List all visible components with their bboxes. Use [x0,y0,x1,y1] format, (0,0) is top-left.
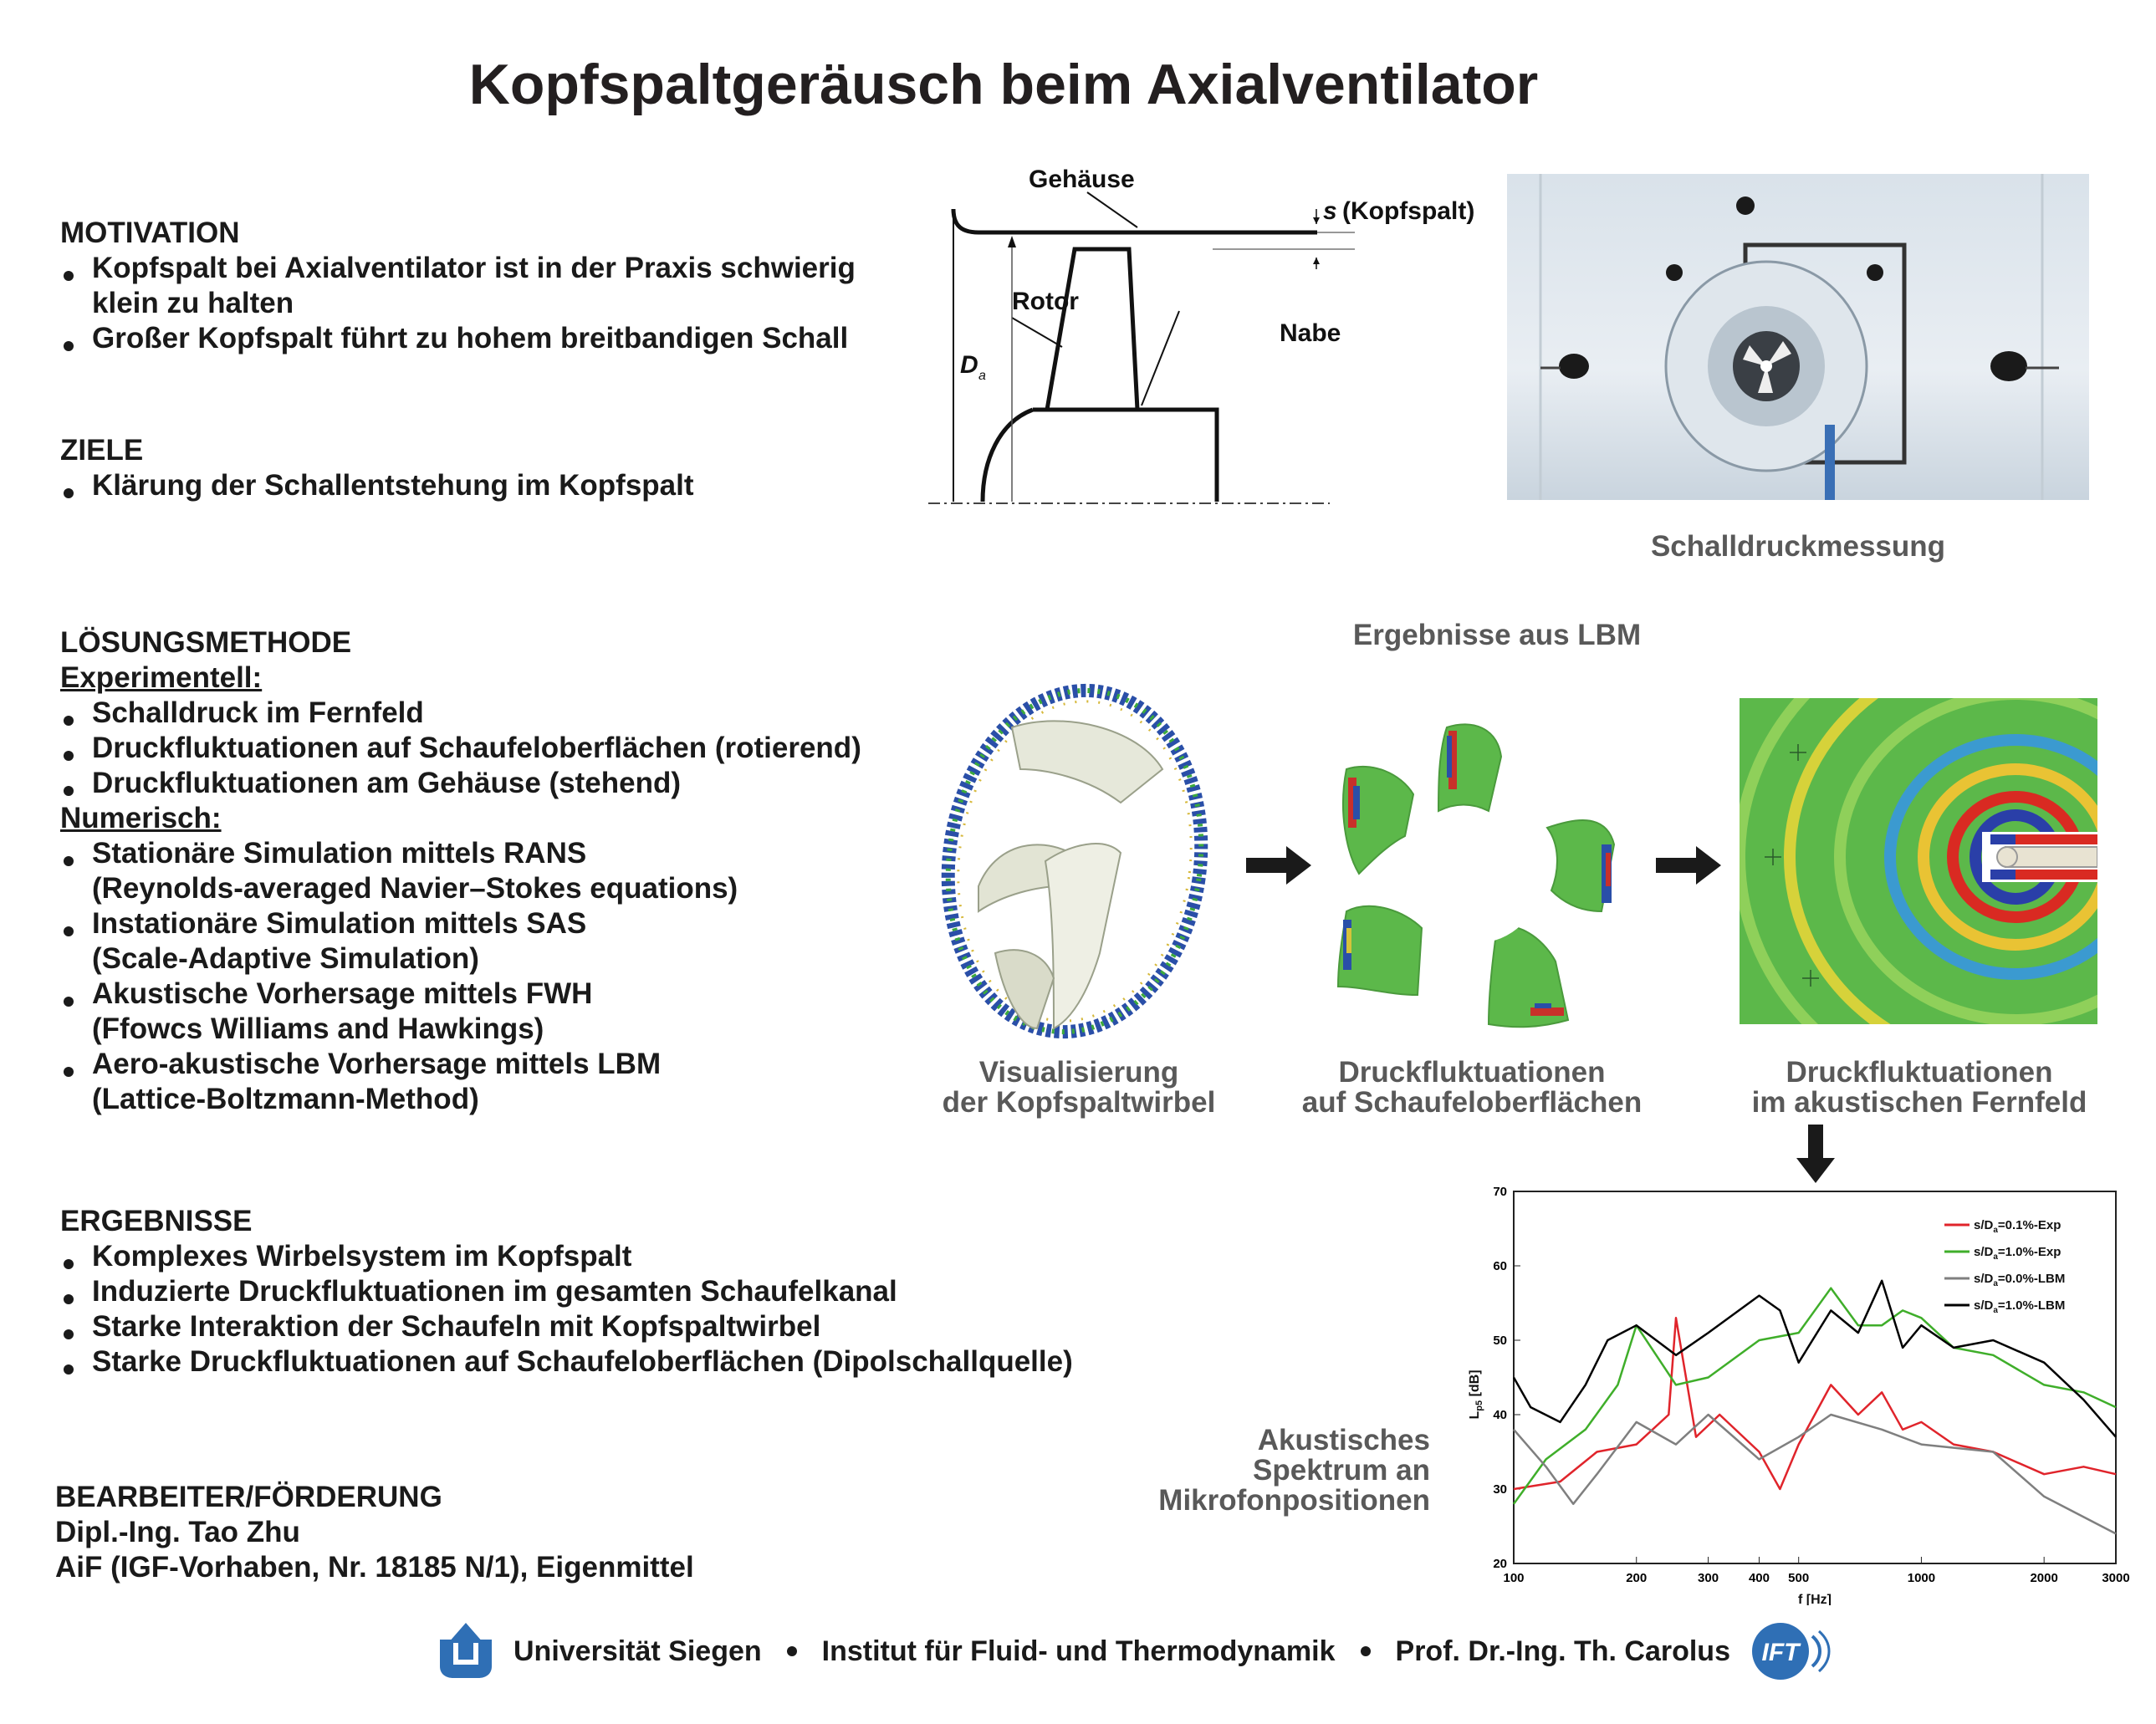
ergebnisse-section [60,1204,1198,1380]
y-tick-label: 50 [1493,1334,1507,1348]
caption-line: im akustischen Fernfeld [1751,1086,2087,1119]
svg-text:Lp5 [dB] [1468,1370,1484,1419]
item-text-cont: (Reynolds-averaged Navier–Stokes equations) [92,872,738,905]
y-axis-label-unit: [dB] [1468,1370,1482,1397]
y-axis-label-main: L [1468,1410,1482,1420]
list-item [60,1047,947,1117]
ift-logo-icon [1750,1621,1834,1681]
y-tick-label: 30 [1493,1482,1507,1497]
item-text: Starke Druckfluktuationen auf Schaufeloberflächen (Dipolschallquelle) [92,1345,1073,1378]
rotor-label: Rotor [1012,288,1079,315]
housing-line [953,209,1317,232]
foerderung: AiF (IGF-Vorhaben, Nr. 18185 N/1), Eigenmittel [55,1551,694,1584]
legend-label: $s/D_a=0.0\%$-LBM [1974,1272,2066,1288]
nabe-label: Nabe [1280,319,1341,347]
caption-line: Druckfluktuationen [1338,1056,1606,1089]
y-tick-label: 40 [1493,1408,1507,1422]
list-item [60,251,947,321]
vortex-visualization [928,677,1229,1045]
caption-vortex [912,1058,1246,1118]
ift-logo-text: IFT [1761,1639,1800,1666]
list-item [60,977,947,1047]
item-text: Stationäre Simulation mittels RANS [92,837,587,870]
nabe-leader [1142,311,1179,405]
item-text: Druckfluktuationen auf Schaufeloberflächen (rotierend) [92,732,861,764]
list-item [60,906,947,977]
item-text: Druckfluktuationen am Gehäuse (stehend) [92,767,682,799]
y-tick-label: 70 [1493,1185,1507,1199]
item-text: Akustische Vorhersage mittels FWH [92,977,593,1010]
item-text-cont: klein zu halten [92,287,294,319]
list-item [60,766,947,801]
item-text-cont: (Ffowcs Williams and Hawkings) [92,1012,544,1045]
item-text: Aero-akustische Vorhersage mittels LBM [92,1048,662,1080]
footer-professor: Prof. Dr.-Ing. Th. Carolus [1395,1635,1730,1667]
list-item [60,1274,1198,1309]
fan-cross-section-diagram [920,159,1505,527]
item-text: Starke Interaktion der Schaufeln mit Kopfspaltwirbel [92,1310,821,1343]
rotor-blade [1047,249,1137,410]
blade-surface-pressure-plot [1321,719,1639,1037]
uni-siegen-logo-icon [437,1623,495,1680]
page-title: Kopfspaltgeräusch beim Axialventilator [468,53,1539,116]
footer-institute: Institut für Fluid- und Thermodynamik [821,1635,1336,1667]
legend-label: $s/D_a=1.0\%$-LBM [1974,1298,2066,1315]
x-tick-label: 400 [1748,1571,1770,1585]
y-tick-label: 60 [1493,1259,1507,1273]
y-axis-label [1468,1370,1484,1419]
caption-farfield [1731,1058,2107,1118]
lbm-heading: Ergebnisse aus LBM [1352,619,1642,651]
bearbeiter-section [55,1480,892,1585]
photo-illustration [1507,174,2089,500]
item-text: Induzierte Druckfluktuationen im gesamten Schaufelkanal [92,1275,897,1308]
list-item [60,836,947,906]
x-tick-label: 100 [1503,1571,1525,1585]
experimentell-heading: Experimentell: [60,661,263,694]
list-item [60,1344,1198,1380]
caption-line: der Kopfspaltwirbel [942,1086,1216,1119]
footer-separator [787,1646,797,1656]
ergebnisse-heading: ERGEBNISSE [60,1205,253,1237]
x-tick-label: 2000 [2030,1571,2058,1585]
list-item [60,1239,1198,1274]
motivation-section [60,216,947,356]
gehaeuse-label: Gehäuse [1029,166,1135,193]
ergebnisse-list [60,1239,1198,1380]
photo-caption: Schalldruckmessung [1650,530,1946,563]
x-tick-label: 3000 [2102,1571,2130,1585]
list-item [60,1309,1198,1344]
legend-label: $s/D_a=1.0\%$-Exp [1974,1245,2061,1262]
spectrum-caption [1121,1426,1430,1516]
footer-separator [1361,1646,1371,1656]
ziele-list [60,468,947,503]
bearbeiter-heading: BEARBEITER/FÖRDERUNG [55,1481,442,1513]
caption-line: Akustisches [1257,1424,1430,1456]
caption-line: Druckfluktuationen [1786,1056,2053,1089]
x-tick-label: 300 [1698,1571,1719,1585]
item-text: Großer Kopfspalt führt zu hohem breitbandigen Schall [92,322,849,354]
methode-heading: LÖSUNGSMETHODE [60,626,352,659]
caption-line: Spektrum an [1253,1454,1430,1487]
list-item [60,468,947,503]
x-axis-label: f [Hz] [1798,1593,1832,1605]
y-tick-label: 20 [1493,1557,1507,1571]
da-subscript: a [978,369,986,383]
caption-line: auf Schaufeloberflächen [1301,1086,1643,1119]
item-text: Klärung der Schallentstehung im Kopfspalt [92,469,694,502]
x-tick-label: 500 [1788,1571,1810,1585]
exp-list [60,696,947,801]
item-text: Komplexes Wirbelsystem im Kopfspalt [92,1240,632,1273]
kopfspalt-label: (Kopfspalt) [1342,197,1475,225]
footer-university: Universität Siegen [513,1635,762,1667]
motivation-heading: MOTIVATION [60,217,240,249]
bearbeiter-name: Dipl.-Ing. Tao Zhu [55,1516,300,1548]
item-text-cont: (Scale-Adaptive Simulation) [92,942,479,975]
arrow-right-icon [1656,844,1723,886]
spectrum-chart [1447,1175,2133,1605]
da-label: D [960,351,978,379]
motivation-list [60,251,947,356]
x-tick-label: 1000 [1907,1571,1936,1585]
footer [437,1622,1858,1681]
far-field-pressure-plot [1740,698,2097,1024]
caption-blade [1275,1058,1668,1118]
y-axis-label-sub: p5 [1474,1400,1484,1411]
rotor-leader [1012,318,1062,347]
list-item [60,321,947,356]
caption-line: Visualisierung [978,1056,1179,1089]
list-item [60,731,947,766]
ziele-heading: ZIELE [60,434,144,467]
hub-outline [1033,410,1217,502]
item-text-cont: (Lattice-Boltzmann-Method) [92,1083,479,1115]
item-text: Instationäre Simulation mittels SAS [92,907,587,940]
arrow-right-icon [1246,844,1313,886]
ziele-section [60,433,947,503]
num-list [60,836,947,1117]
caption-line: Mikrofonpositionen [1158,1484,1430,1517]
list-item [60,696,947,731]
numerisch-heading: Numerisch: [60,802,222,834]
legend-label: $s/D_a=0.1\%$-Exp [1974,1218,2061,1235]
methode-section [60,625,947,1117]
item-text: Schalldruck im Fernfeld [92,696,424,729]
hub-nose [983,410,1033,502]
measurement-photo [1507,174,2089,500]
gehaeuse-leader [1087,192,1137,227]
x-tick-label: 200 [1626,1571,1648,1585]
s-label: s [1323,197,1337,225]
item-text: Kopfspalt bei Axialventilator ist in der Praxis schwierig [92,252,856,284]
